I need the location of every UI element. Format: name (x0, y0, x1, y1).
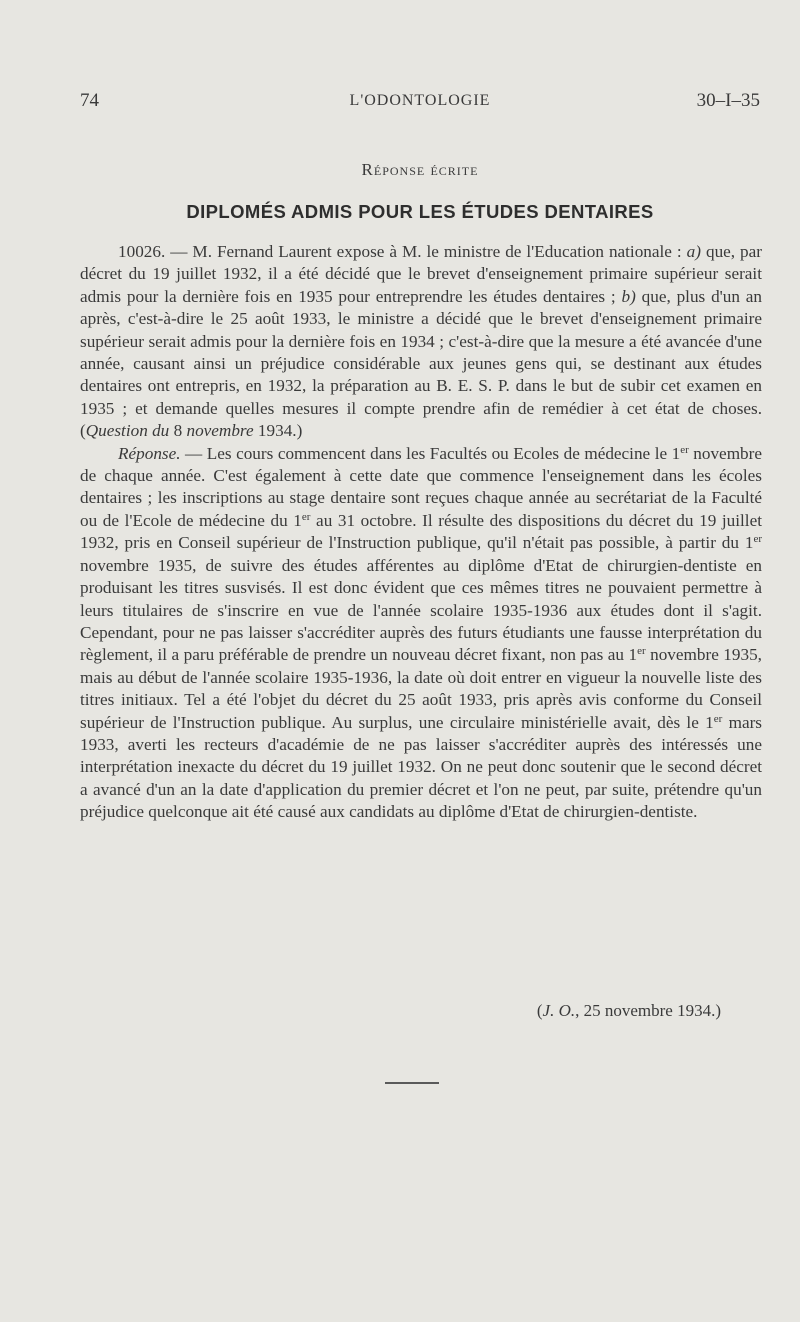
question-reference: (Question du 8 novembre 1934.) (80, 421, 303, 441)
citation-source: J. O. (542, 1001, 576, 1020)
journal-title: L'ODONTOLOGIE (349, 92, 491, 109)
page-number: 74 (80, 90, 99, 111)
item-b-marker: b) (621, 286, 636, 306)
article-body (80, 241, 762, 824)
end-rule (385, 1082, 439, 1084)
answer-paragraph: Réponse. — Les cours commencent dans les Facultés ou Ecoles de médecine le 1er novembre de chaque année. C'est également à cette date que commence l'enseignement dans les écoles dentaires ; les inscriptions au stage dentaire sont reçues chaque année au secrétariat de la Faculté ou de l'Ecole de médecine du 1er au 31 octobre. Il résulte des dispositions du décret du 19 juillet 1932, pris en Conseil supérieur de l'Instruction publique, qu'il n'était pas possible, à partir du 1er novembre 1935, de suivre des études afférentes au diplôme d'Etat de chirurgien-dentiste en produisant les titres susvisés. Il est donc évident que ces mêmes titres ne pouvaient permettre à leurs titulaires de s'inscrire en vue de l'année scolaire 1935-1936 aux études dont il s'agit. Cependant, pour ne pas laisser s'accréditer auprès des futurs étudiants une fausse interprétation du règlement, il a paru préférable de prendre un nouveau décret fixant, non pas au 1er novembre 1935, mais au début de l'année scolaire 1935-1936, la date où doit entrer en vigueur la nouvelle liste des titres initiaux. Tel a été l'objet du décret du 25 août 1933, pris après avis conforme du Conseil supérieur de l'Instruction publique. Au surplus, une circulaire ministérielle avait, dès le 1er mars 1933, averti les recteurs d'académie de ne pas laisser s'accréditer auprès des intéressés une interprétation inexacte du décret du 19 juillet 1932. On ne peut donc soutenir que le second décret a avancé d'un an la date d'application du premier décret et l'on ne peut, par suite, prétendre qu'un préjudice quelconque ait été causé aux candidats au diplôme d'Etat de chirurgien-dentiste. (80, 443, 763, 822)
source-citation: (J. O., 25 novembre 1934.) (536, 1001, 721, 1020)
question-number: 10026. (118, 242, 166, 261)
article-title: DIPLOMÉS ADMIS POUR LES ÉTUDES DENTAIRES (186, 201, 654, 222)
item-a-marker: a) (686, 242, 701, 261)
question-paragraph: 10026. — M. Fernand Laurent expose à M. le ministre de l'Education nationale : a) que, par décret du 19 juillet 1932, il a été décidé que le brevet d'enseignement primaire supérieur serait admis pour la dernière fois en 1935 pour entreprendre les études dentaires ; b) que, plus d'un an après, c'est-à-dire le 25 août 1933, le ministre a décidé que le brevet d'enseignement primaire supérieur serait admis pour la dernière fois en 1934 ; c'est-à-dire que la mesure a été avancée d'une année, causant ainsi un préjudice considérable aux jeunes gens qui, se destinant aux études dentaires ont entrepris, en 1932, la préparation au B. E. S. P. dans le but de subir cet examen en 1935 ; et demande quelles mesures il compte prendre afin de remédier à cet état de choses. (Question du 8 novembre 1934.) (80, 242, 763, 441)
section-label: Réponse écrite (361, 160, 479, 179)
running-header (80, 90, 760, 116)
issue-date: 30–I–35 (696, 90, 760, 111)
answer-label: Réponse. (118, 443, 181, 463)
